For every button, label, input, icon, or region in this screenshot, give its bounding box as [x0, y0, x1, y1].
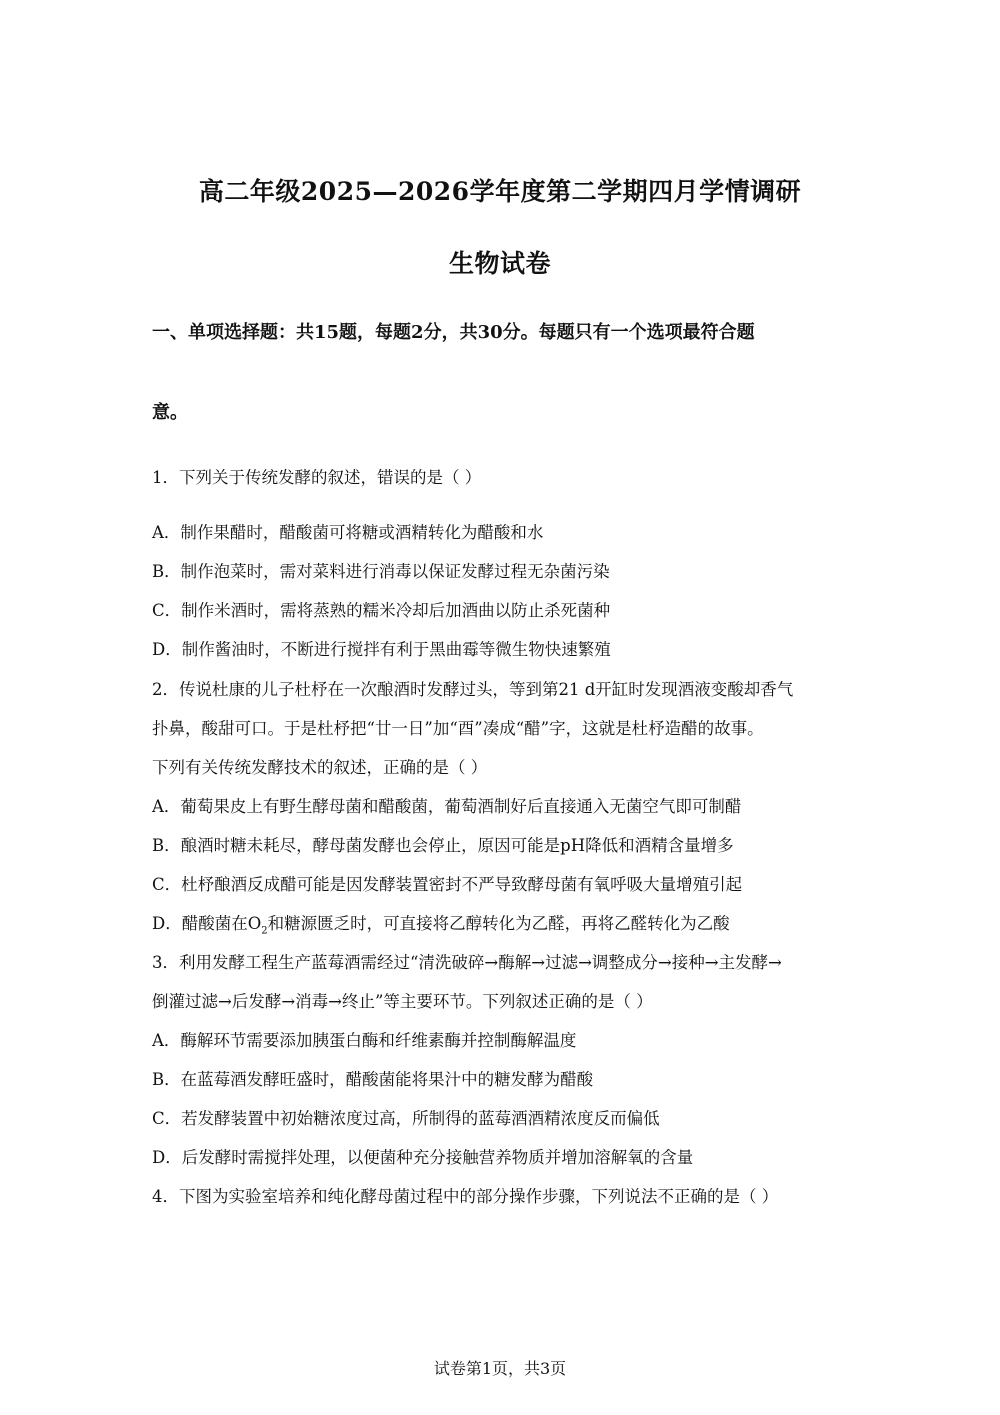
- option-b: B．酿酒时糖未耗尽，酵母菌发酵也会停止，原因可能是pH降低和酒精含量增多: [152, 836, 734, 855]
- option-c: C．若发酵装置中初始糖浓度过高，所制得的蓝莓酒酒精浓度反而偏低: [152, 1109, 660, 1128]
- option-b: B．在蓝莓酒发酵旺盛时，醋酸菌能将果汁中的糖发酵为醋酸: [152, 1070, 594, 1089]
- question-stem-cont: 下列有关传统发酵技术的叙述，正确的是（ ）: [152, 758, 488, 777]
- exam-title: 高二年级2025—2026学年度第二学期四月学情调研: [198, 177, 802, 206]
- exam-subtitle: 生物试卷: [448, 249, 551, 278]
- option-c: C．杜杼酿酒反成醋可能是因发酵装置密封不严导致酵母菌有氧呼吸大量增殖引起: [152, 875, 743, 894]
- section-heading-cont: 意。: [152, 402, 188, 423]
- question-stem: 3．利用发酵工程生产蓝莓酒需经过“清洗破碎→酶解→过滤→调整成分→接种→主发酵→: [152, 953, 782, 972]
- option-d: D．后发酵时需搅拌处理，以便菌种充分接触营养物质并增加溶解氧的含量: [152, 1148, 694, 1167]
- question-stem-cont: 倒灌过滤→后发酵→消毒→终止”等主要环节。下列叙述正确的是（ ）: [152, 992, 653, 1011]
- question-stem: 4．下图为实验室培养和纯化酵母菌过程中的部分操作步骤，下列说法不正确的是（ ）: [152, 1187, 779, 1206]
- option-d-text-cont: 和糖源匮乏时，可直接将乙醇转化为乙醛，再将乙醛转化为乙酸: [267, 914, 730, 933]
- option-d-text: D．醋酸菌在O: [152, 914, 262, 933]
- option-a: A．制作果醋时，醋酸菌可将糖或酒精转化为醋酸和水: [152, 523, 544, 542]
- question-stem: 1．下列关于传统发酵的叙述，错误的是（ ）: [152, 468, 482, 487]
- option-b: B．制作泡菜时，需对菜料进行消毒以保证发酵过程无杂菌污染: [152, 562, 610, 581]
- section-heading: 一、单项选择题：共15题，每题2分，共30分。每题只有一个选项最符合题: [152, 322, 755, 343]
- question-stem: 2．传说杜康的儿子杜杼在一次酿酒时发酵过头，等到第21 d开缸时发现酒液变酸却香气: [152, 680, 794, 699]
- option-d: [152, 910, 730, 936]
- option-c: C．制作米酒时，需将蒸熟的糯米冷却后加酒曲以防止杀死菌种: [152, 601, 611, 620]
- option-a: A．葡萄果皮上有野生酵母菌和醋酸菌，葡萄酒制好后直接通入无菌空气即可制醋: [152, 797, 742, 816]
- question-stem-cont: 扑鼻，酸甜可口。于是杜杼把“廿一日”加“酉”凑成“醋”字，这就是杜杼造醋的故事。: [152, 719, 764, 738]
- subscript-2: 2: [261, 925, 268, 937]
- option-d: D．制作酱油时，不断进行搅拌有利于黑曲霉等微生物快速繁殖: [152, 640, 611, 659]
- page-footer: 试卷第1页，共3页: [433, 1359, 567, 1378]
- option-a: A．酶解环节需要添加胰蛋白酶和纤维素酶并控制酶解温度: [152, 1031, 577, 1050]
